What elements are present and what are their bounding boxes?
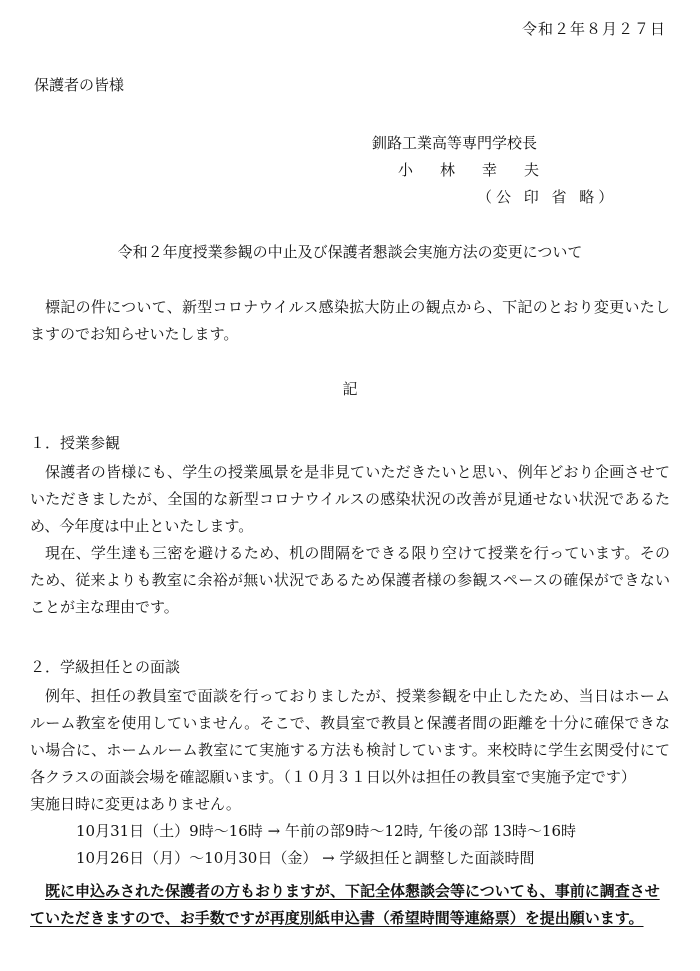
sender-name-char: 小 [398, 161, 414, 179]
sender-name-char: 夫 [524, 161, 540, 179]
section2-paragraph: 実施日時に変更はありません。 [30, 795, 241, 813]
sender-name [398, 161, 539, 179]
schedule-line: 10月26日（月）～10月30日（金） → 学級担任と調整した面談時間 [76, 849, 535, 867]
intro-text: 標記の件について、新型コロナウイルス感染拡大防止の観点から、下記のとおり変更いたしますのでお知らせいたします。 [30, 298, 670, 343]
sender-organization: 釧路工業高等専門学校長 [372, 134, 538, 152]
sender-name-char: 幸 [482, 161, 498, 179]
important-note-text: 既に申込みされた保護者の方もおりますが、下記全体懇談会等についても、事前に調査させていただきますので、お手数ですが再度別紙申込書（希望時間等連絡票）を提出願います。 [30, 882, 660, 927]
recipient-line: 保護者の皆様 [34, 76, 125, 94]
section2-heading: ２．学級担任との面談 [30, 658, 181, 676]
intro-paragraph [30, 294, 670, 348]
section1-body [30, 459, 670, 621]
section1-paragraph: 保護者の皆様にも、学生の授業風景を是非見ていただきたいと思い、例年どおり企画させていただきましたが、全国的な新型コロナウイルスの感染状況の改善が見通せない状況であるため、今年度は中止といたします。 [30, 463, 670, 535]
section1-paragraph: 現在、学生達も三密を避けるため、机の間隔をできる限り空けて授業を行っています。そのため、従来よりも教室に余裕が無い状況であるため保護者様の参観スペースの確保ができないことが主な理由です。 [30, 544, 670, 616]
section2-paragraph: 例年、担任の教員室で面談を行っておりましたが、授業参観を中止したため、当日はホームルーム教室を使用していません。そこで、教員室で教員と保護者間の距離を十分に確保できない場合に、ホームルーム教室にて実施する方法も検討しています。来校時に学生玄関受付にて各クラスの面談会場を確認願います。（１０月３１日以外は担任の教員室で実施予定です） [30, 687, 670, 786]
important-note [30, 878, 670, 932]
section2-body [30, 683, 670, 818]
sender-name-char: 林 [440, 161, 456, 179]
ki-heading: 記 [342, 380, 358, 398]
document-title: 令和２年度授業参観の中止及び保護者懇談会実施方法の変更について [117, 243, 583, 261]
schedule-line: 10月31日（土）9時～16時 → 午前の部9時～12時, 午後の部 13時～16時 [76, 822, 577, 840]
document-date: 令和２年８月２７日 [521, 20, 666, 38]
seal-omitted-note: （公 印 省 略） [477, 188, 618, 206]
section1-heading: １．授業参観 [30, 434, 121, 452]
